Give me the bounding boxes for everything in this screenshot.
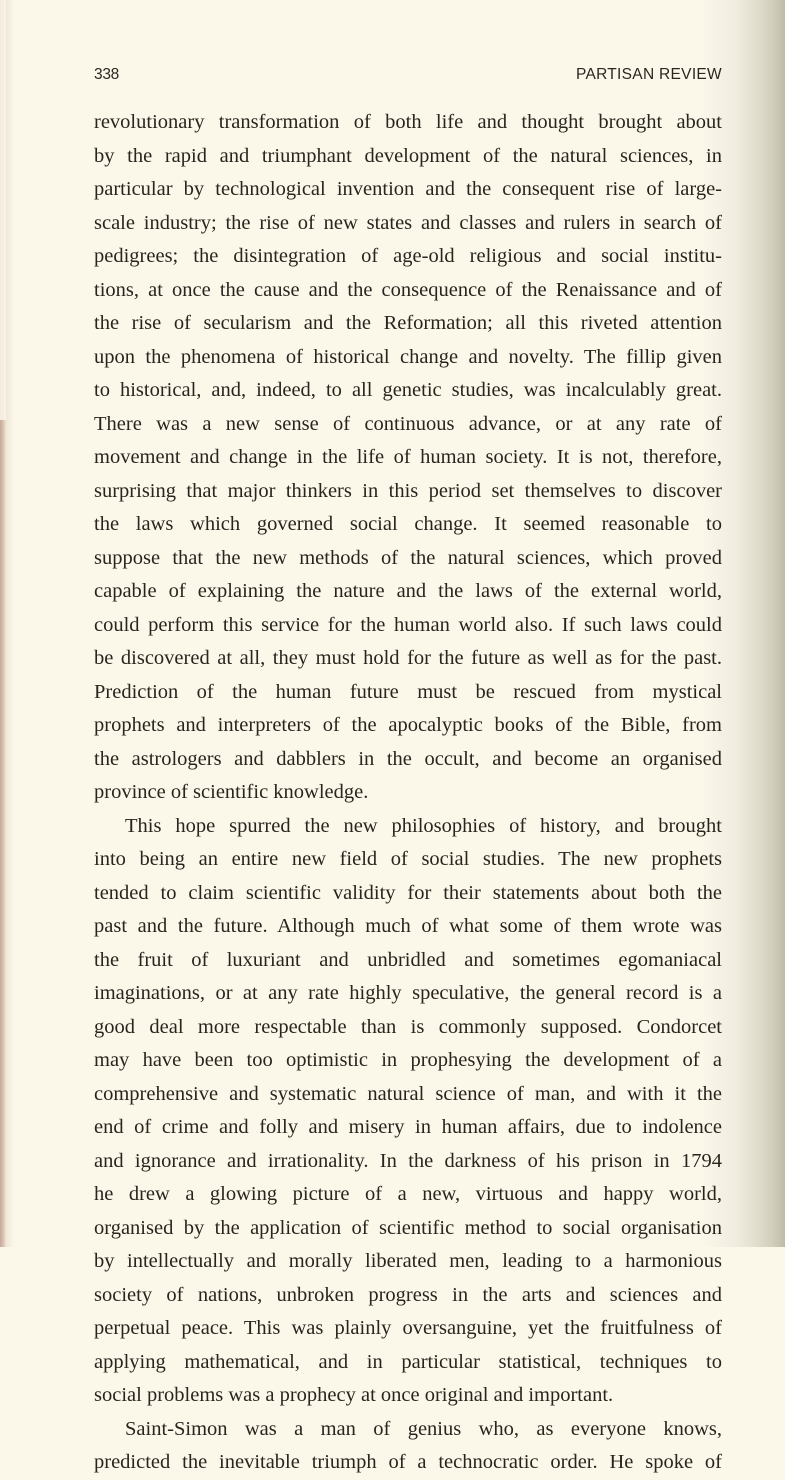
text-line: by intellectually and morally liberated men, leading to a harmonious <box>94 1250 722 1272</box>
text-line: by the rapid and triumphant development of the natural sciences, in <box>94 144 722 167</box>
page-number: 338 <box>94 66 119 83</box>
text-line: perpetual peace. This was plainly oversanguine, yet the fruitfulness of <box>94 1317 722 1339</box>
text-line: to historical, and, indeed, to all genetic studies, was incalculably great. <box>94 379 722 401</box>
paragraph <box>94 106 722 810</box>
text-line: capable of explaining the nature and the laws of the external world, <box>94 580 722 602</box>
text-line: province of scientific knowledge. <box>94 781 369 803</box>
text-line: revolutionary transformation of both life and thought brought about <box>94 111 722 133</box>
text-line: the rise of secularism and the Reformation; all this riveted attention <box>94 312 722 334</box>
text-line: This hope spurred the new philosophies of history, and brought <box>125 814 722 837</box>
text-line: tions, at once the cause and the consequence of the Renaissance and of <box>94 278 722 301</box>
text-line: could perform this service for the human world also. If such laws could <box>94 613 722 636</box>
text-line: movement and change in the life of human society. It is not, therefore, <box>94 446 722 468</box>
text-line: good deal more respectable than is commonly supposed. Condorcet <box>94 1015 722 1038</box>
journal-title: PARTISAN REVIEW <box>575 66 722 83</box>
text-line: pedigrees; the disintegration of age-old religious and social institu- <box>94 245 722 267</box>
text-line: the laws which governed social change. It seemed reasonable to <box>94 513 722 535</box>
text-line: organised by the application of scientific method to social organisation <box>94 1216 722 1239</box>
text-line: be discovered at all, they must hold for the future as well as for the past. <box>94 647 722 669</box>
text-line: imaginations, or at any rate highly speculative, the general record is a <box>94 982 722 1004</box>
text-line: past and the future. Although much of what some of them wrote was <box>94 915 722 937</box>
text-line: Prediction of the human future must be rescued from mystical <box>94 680 722 703</box>
text-line: into being an entire new field of social studies. The new prophets <box>94 848 722 870</box>
text-line: he drew a glowing picture of a new, virtuous and happy world, <box>94 1183 722 1205</box>
text-line: tended to claim scientific validity for their statements about both the <box>94 881 722 904</box>
text-line: the fruit of luxuriant and unbridled and sometimes egomaniacal <box>94 948 722 971</box>
body-text <box>94 106 722 1480</box>
text-line: There was a new sense of continuous advance, or at any rate of <box>94 412 722 435</box>
text-line: the astrologers and dabblers in the occult, and become an organised <box>94 747 722 770</box>
text-line: and ignorance and irrationality. In the darkness of his prison in 1794 <box>94 1149 722 1172</box>
paragraph <box>94 810 722 1413</box>
text-line: social problems was a prophecy at once original and important. <box>94 1384 614 1406</box>
text-line: comprehensive and systematic natural science of man, and with it the <box>94 1082 722 1105</box>
text-line: surprising that major thinkers in this period set themselves to discover <box>94 479 722 502</box>
text-line: upon the phenomena of historical change and novelty. The fillip given <box>94 345 722 368</box>
text-line: end of crime and folly and misery in human affairs, due to indolence <box>94 1116 722 1138</box>
text-line: particular by technological invention and the consequent rise of large- <box>94 178 722 200</box>
text-line: prophets and interpreters of the apocalyptic books of the Bible, from <box>94 714 722 736</box>
text-line: applying mathematical, and in particular statistical, techniques to <box>94 1350 722 1373</box>
text-line: predicted the inevitable triumph of a technocratic order. He spoke of <box>94 1451 722 1473</box>
text-line: society of nations, unbroken progress in the arts and sciences and <box>94 1283 722 1306</box>
running-head <box>94 66 722 88</box>
text-line: suppose that the new methods of the natural sciences, which proved <box>94 546 722 569</box>
text-line: may have been too optimistic in prophesying the development of a <box>94 1049 722 1071</box>
text-line: Saint-Simon was a man of genius who, as everyone knows, <box>125 1417 722 1440</box>
paragraph <box>94 1413 722 1480</box>
text-line: scale industry; the rise of new states and classes and rulers in search of <box>94 211 722 234</box>
